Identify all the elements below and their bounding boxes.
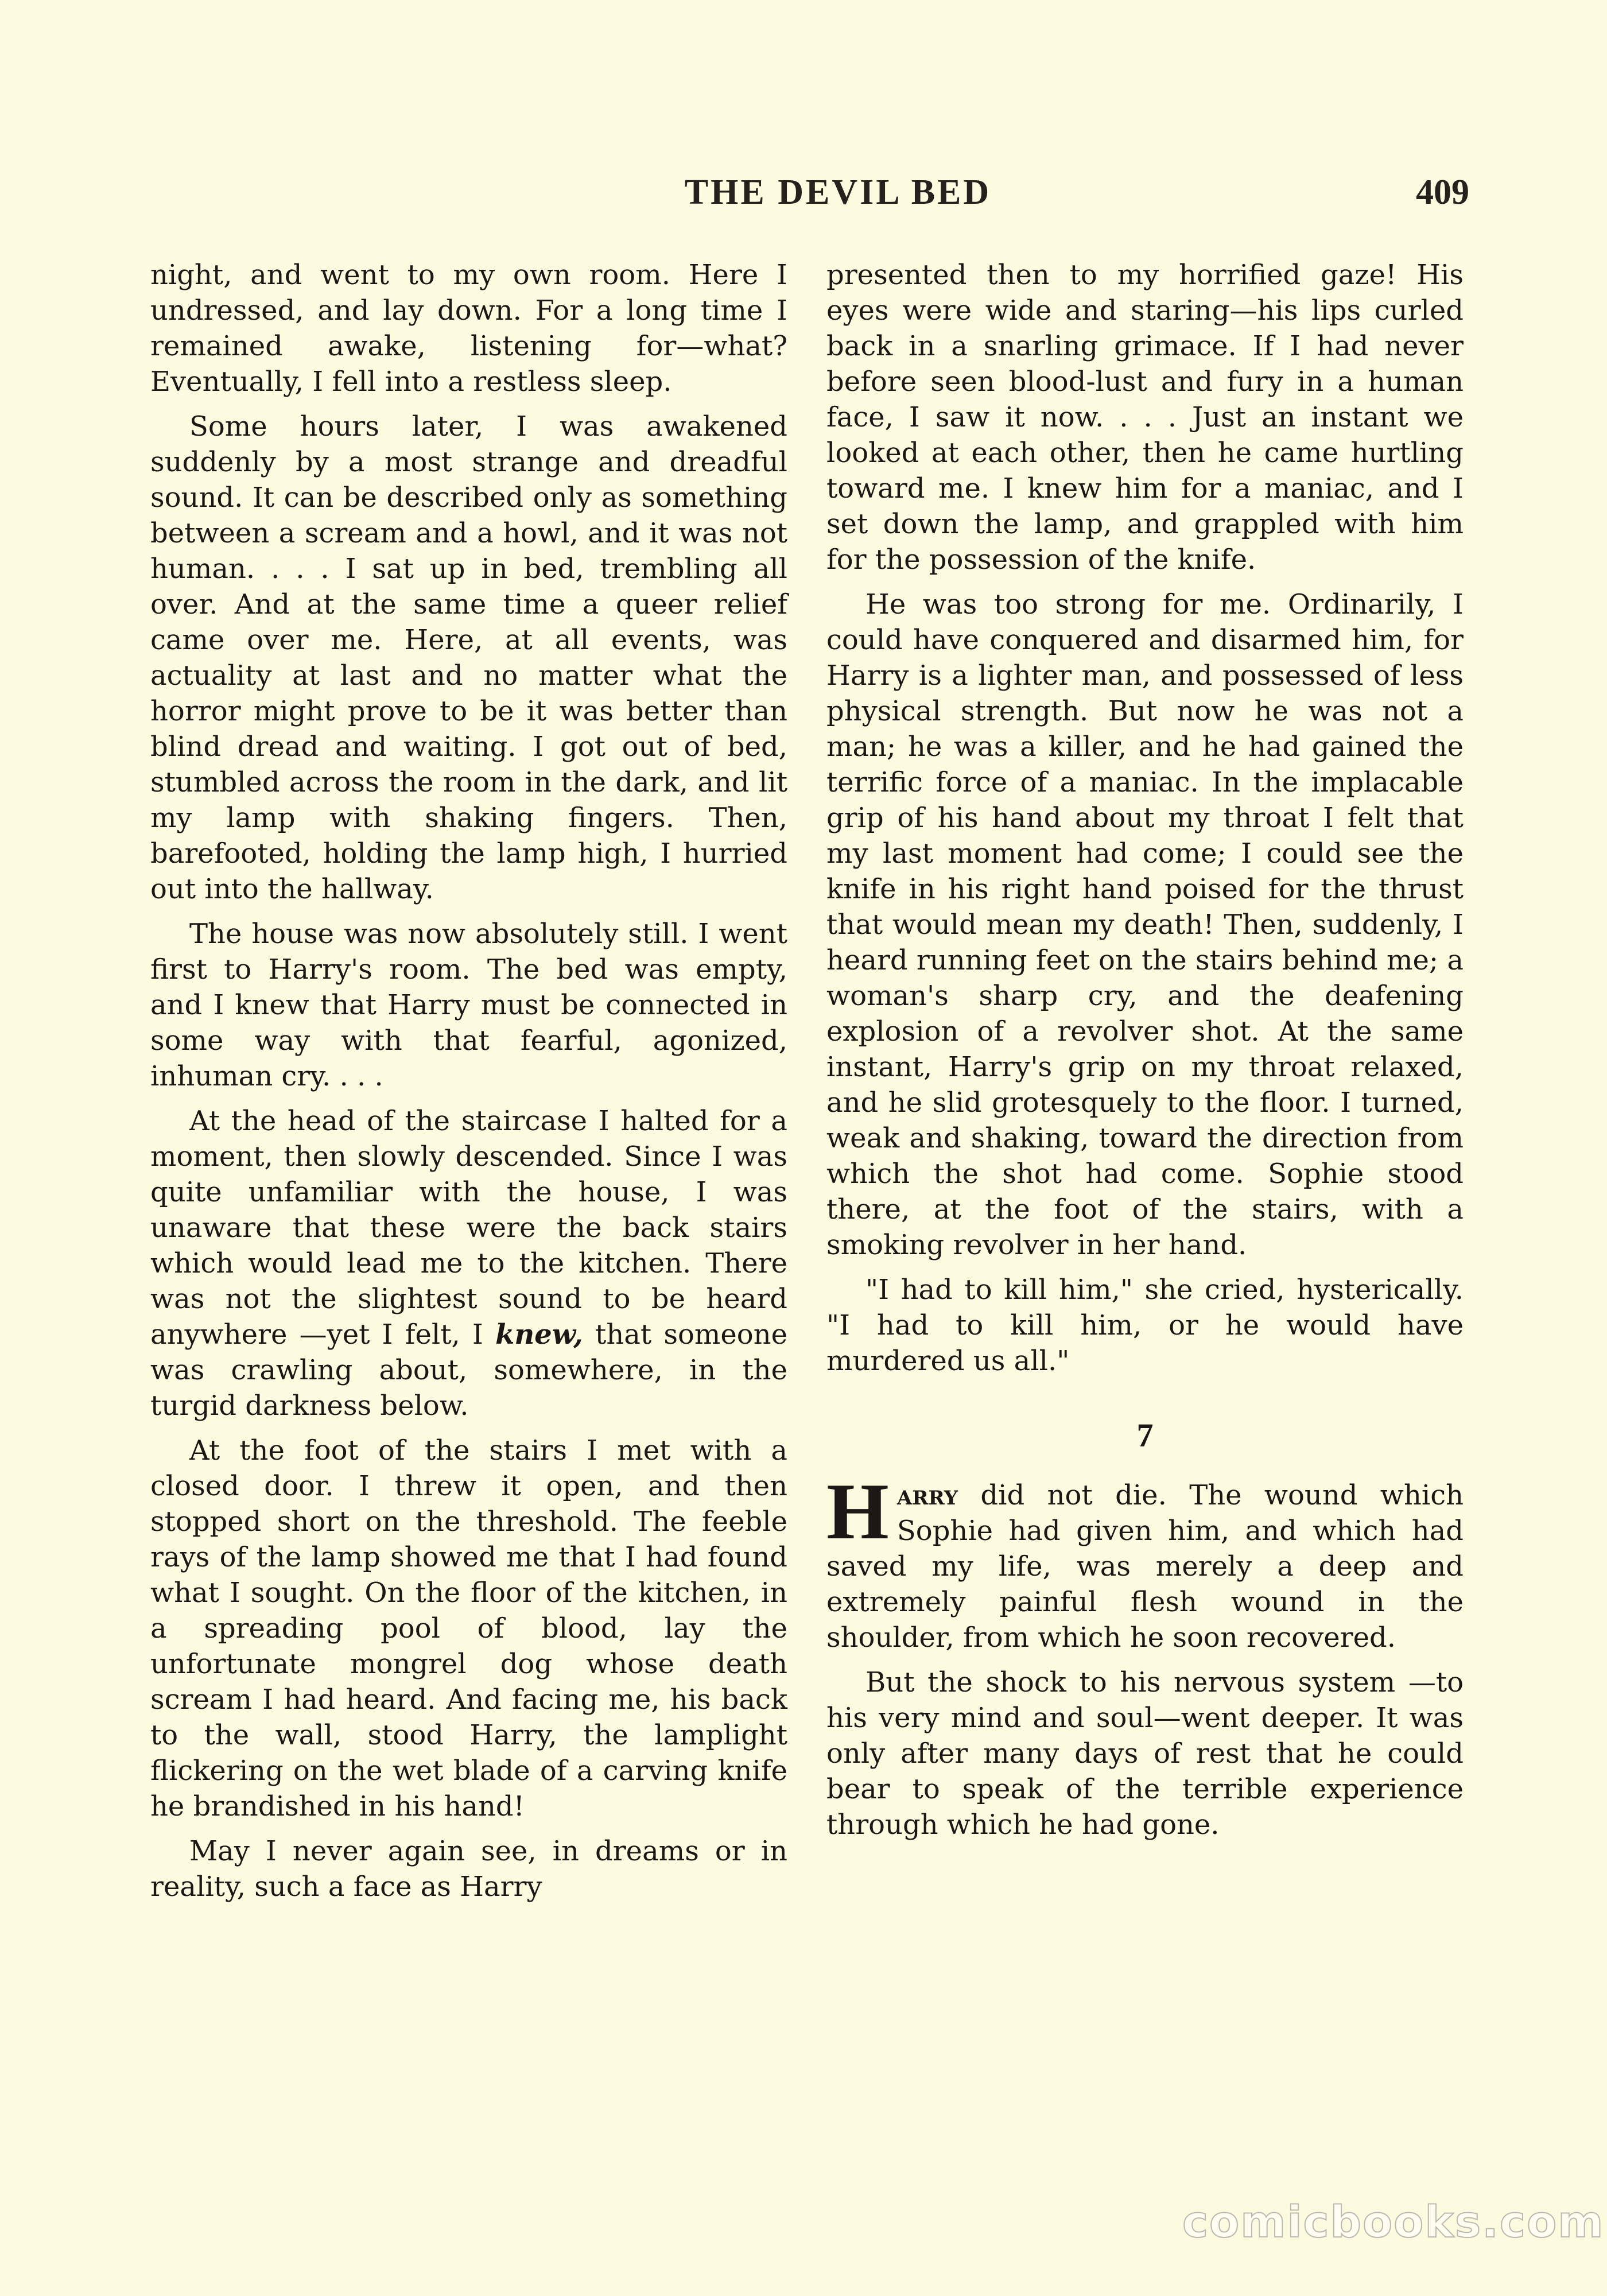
paragraph: At the foot of the stairs I met with a closed door. I threw it open, and then stopped short on the threshold. The feeble rays of the lamp showed me that I had found what I sought. On the floor of the kitchen, in a spreading pool of blood, lay the unfortunate mongrel dog whose death scream I had heard. And facing me, his back to the wall, stood Harry, the lamplight flickering on the wet blade of a carving knife he brandished in his hand! [150,1434,787,1822]
watermark: comicbooks.com [1182,2196,1605,2247]
small-caps-word: arry [896,1479,958,1511]
drop-cap: H [826,1467,889,1556]
paragraph: "I had to kill him," she cried, hysterically. "I had to kill him, or he would have murdered us all." [826,1274,1464,1377]
paragraph [826,1467,1464,1655]
running-title: THE DEVIL BED [684,173,992,212]
page-number: 409 [1416,173,1469,212]
paragraph: Some hours later, I was awakened suddenly by a most strange and dreadful sound. It can be described only as something between a scream and a howl, and it was not human. . . . I sat up in bed, trembling all over. And at the same time a queer relief came over me. Here, at all events, was actuality at last and no matter what the horror might prove to be it was better than blind dread and waiting. I got out of bed, stumbled across the room in the dark, and lit my lamp with shaking fingers. Then, barefooted, holding the lamp high, I hurried out into the hallway. [150,410,787,905]
paragraph: presented then to my horrified gaze! His eyes were wide and staring—his lips curled back in a snarling grimace. If I had never before seen blood-lust and fury in a human face, I saw it now. . . . Just an instant we looked at each other, then he came hurtling toward me. I knew him for a maniac, and I set down the lamp, and grappled with him for the possession of the knife. [826,259,1464,576]
paragraph: May I never again see, in dreams or in reality, such a face as Harry [150,1835,787,1903]
paragraph: But the shock to his nervous system —to his very mind and soul—went deeper. It was only after many days of rest that he could bear to speak of the terrible experience through which he had gone. [826,1666,1464,1841]
paragraph: The house was now absolutely still. I went first to Harry's room. The bed was empty, and I knew that Harry must be connected in some way with that fearful, agonized, inhuman cry. . . . [150,918,787,1092]
left-column [150,257,787,1914]
paragraph [150,1103,787,1424]
emphasized-word: knew, [495,1318,583,1351]
paragraph: night, and went to my own room. Here I undressed, and lay down. For a long time I remained awake, listening for—what? Eventually, I fell into a restless sleep. [150,259,787,398]
section-number: 7 [1136,1417,1154,1454]
paragraph-text: that someone was crawling about, somewhere, in the turgid darkness below. [150,1318,788,1422]
paragraph-text: did not die. The wound which Sophie had given him, and which had saved my life, was merely a deep and extremely painful flesh wound in the shoulder, from which he soon recovered. [826,1479,1464,1654]
paragraph: He was too strong for me. Ordinarily, I could have conquered and disarmed him, for Harry is a lighter man, and possessed of less physical strength. But now he was not a man; he was a killer, and he had gained the terrific force of a maniac. In the implacable grip of his hand about my throat I felt that my last moment had come; I could see the knife in his right hand poised for the thrust that would mean my death! Then, suddenly, I heard running feet on the stairs behind me; a woman's sharp cry, and the deafening explosion of a revolver shot. At the same instant, Harry's grip on my throat relaxed, and he slid grotesquely to the floor. I turned, weak and shaking, toward the direction from which the shot had come. Sophie stood there, at the foot of the stairs, with a smoking revolver in her hand. [826,588,1464,1261]
paragraph-text: At the head of the staircase I halted for a moment, then slowly descended. Since I was quite unfamiliar with the house, I was unaware that these were the back stairs which would lead me to the kitchen. There was not the slightest sound to be heard anywhere —yet I felt, I [150,1105,787,1351]
right-column [826,257,1464,1852]
